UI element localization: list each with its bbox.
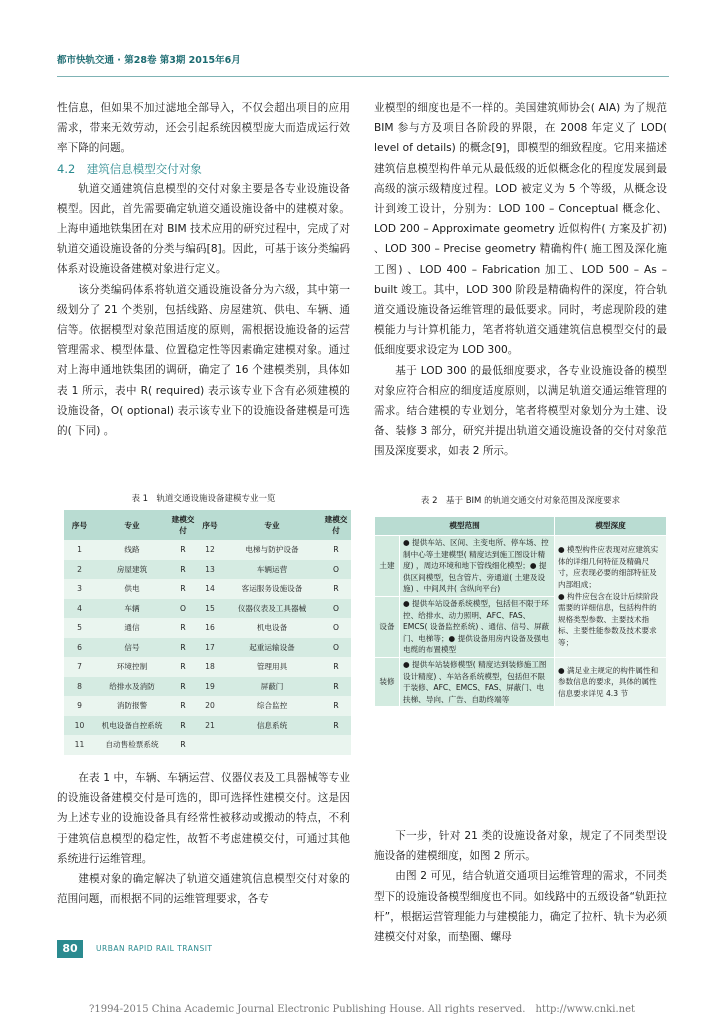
table-row xyxy=(64,696,351,716)
category-cell: 装修 xyxy=(375,657,400,706)
table-row xyxy=(375,657,667,706)
table-cell: 仪器仪表及工具器械 xyxy=(223,599,321,619)
table-cell: R xyxy=(169,677,197,697)
table-cell: R xyxy=(321,540,351,560)
table-cell: 消防报警 xyxy=(95,696,169,716)
table-cell xyxy=(321,735,351,755)
table-cell: 6 xyxy=(64,638,95,658)
table-cell: 客运服务设施设备 xyxy=(223,579,321,599)
paragraph: 轨道交通建筑信息模型的交付对象主要是各专业设施设备模型。因此，首先需要确定轨道交通设施设备中的建模对象。上海申通地铁集团在对 BIM 技术应用的研究过程中，完成了对轨道交通设施设备的分类与编码[8]。因此，可基于该分类编码体系对设施设备建模对象进行定义。 xyxy=(57,182,350,276)
paragraph: 该分类编码体系将轨道交通设施设备分为六级，其中第一级划分了 21 个类别，包括线路、房屋建筑、供电、车辆、通信等。依据模型对象范围适度的原则，需根据设施设备的运营管理需求、模型体量、位置稳定性等因素确定建模对象。通过对上海申通地铁集团的调研，确定了 16 个建模类别，具体如表 1 所示，表中 R( required) 表示该专业下含有必须建模的设施设备，O( optional) 表示该专业下的设施设备建模是可选的( 下同) 。 xyxy=(57,283,350,438)
table-row xyxy=(64,560,351,580)
table-cell: 综合监控 xyxy=(223,696,321,716)
depth-cell xyxy=(555,536,667,658)
table-header-cell: 模型深度 xyxy=(555,517,667,536)
table-row xyxy=(64,735,351,755)
table-cell: 7 xyxy=(64,657,95,677)
table-cell: 电梯与防护设备 xyxy=(223,540,321,560)
left-column-lower xyxy=(57,768,350,909)
table-cell: R xyxy=(321,716,351,736)
table-cell: 9 xyxy=(64,696,95,716)
table-row xyxy=(64,579,351,599)
right-column-lower xyxy=(374,826,667,947)
table-cell: 15 xyxy=(197,599,223,619)
table-cell: 5 xyxy=(64,618,95,638)
table-cell: 3 xyxy=(64,579,95,599)
table-row xyxy=(64,657,351,677)
table-cell: 信息系统 xyxy=(223,716,321,736)
paragraph: 性信息，但如果不加过滤地全部导入，不仅会超出项目的应用需求，带来无效劳动，还会引起系统因模型庞大而造成运行效率下降的问题。 xyxy=(57,102,350,155)
table-cell: 管理用具 xyxy=(223,657,321,677)
table1-body xyxy=(64,540,351,755)
table-header-cell: 建模交付 xyxy=(169,510,197,540)
table-row xyxy=(64,638,351,658)
table-cell: R xyxy=(169,696,197,716)
table-header-cell: 模型范围 xyxy=(375,517,555,536)
table-cell: 8 xyxy=(64,677,95,697)
table-cell: 1 xyxy=(64,540,95,560)
scope-cell: ● 提供车站设备系统模型，包括但不限于环控、给排水、动力照明、AFC、FAS、EMCS( 设备监控系统) 、通信、信号、屏蔽门、电梯等；● 提供设备用房内设备及强电电缆的布置模型 xyxy=(400,596,555,657)
table-cell: 给排水及消防 xyxy=(95,677,169,697)
left-column xyxy=(57,98,350,441)
table-cell: 自动售检票系统 xyxy=(95,735,169,755)
table-cell: R xyxy=(169,540,197,560)
table-cell: O xyxy=(321,618,351,638)
table-cell: 房屋建筑 xyxy=(95,560,169,580)
paragraph: 业模型的细度也是不一样的。美国建筑师协会( AIA) 为了规范 BIM 参与方及项目各阶段的界限，在 2008 年定义了 LOD( level of details) 的概念[9]，即模型的细致程度。它用来描述建筑信息模型构件单元从最低级的近似概念化的程度发展到最高级的演示级精度过程。LOD 被定义为 5 个等级，从概念设计到竣工设计，分别为：LOD 100 – Conceptual 概念化、LOD 200 – Approximate geometry 近似构件( 方案及扩初) 、LOD 300 – Precise geometry 精确构件( 施工图及深化施工图) 、LOD 400 – Fabrication 加工、LOD 500 – As – built 竣工。其中，LOD 300 阶段是精确构件的深度，符合轨道交通设施设备运维管理的最低要求。同时，考虑现阶段的建模能力与计算机能力，笔者将轨道交通建筑信息模型交付的最低细度要求设定为 LOD 300。 xyxy=(374,102,667,357)
paragraph: 建模对象的确定解决了轨道交通建筑信息模型交付对象的范围问题，而根据不同的运维管理要求，各专 xyxy=(57,873,350,906)
table-cell: 18 xyxy=(197,657,223,677)
table-cell: O xyxy=(321,599,351,619)
table-cell: R xyxy=(169,618,197,638)
table-header-cell: 序号 xyxy=(64,510,95,540)
header-rule xyxy=(57,76,669,77)
copyright-notice: ?1994-2015 China Academic Journal Electronic Publishing House. All rights reserved. http://www.cnki.net xyxy=(88,1004,635,1015)
table-cell: O xyxy=(321,560,351,580)
table-cell: 12 xyxy=(197,540,223,560)
table-cell: 通信 xyxy=(95,618,169,638)
table-cell xyxy=(197,735,223,755)
table-header-row xyxy=(375,517,667,536)
table-cell: R xyxy=(321,677,351,697)
table-cell: 19 xyxy=(197,677,223,697)
page-number: 80 xyxy=(57,940,83,958)
table-header-cell: 专业 xyxy=(95,510,169,540)
table-row xyxy=(64,540,351,560)
table1-caption: 表 1 轨道交通设施设备建模专业一览 xyxy=(131,494,276,504)
table-cell: 起重运输设备 xyxy=(223,638,321,658)
table-row xyxy=(64,599,351,619)
table-cell: R xyxy=(321,579,351,599)
table2-caption: 表 2 基于 BIM 的轨道交通交付对象范围及深度要求 xyxy=(420,496,621,506)
table-row xyxy=(64,618,351,638)
paragraph: 下一步，针对 21 类的设施设备对象，规定了不同类型设施设备的建模细度，如图 2 所示。 xyxy=(374,830,667,863)
table-cell: O xyxy=(169,599,197,619)
table-cell: 4 xyxy=(64,599,95,619)
table-header-cell: 序号 xyxy=(197,510,223,540)
table-cell: 20 xyxy=(197,696,223,716)
table-cell: R xyxy=(169,657,197,677)
running-header: 都市快轨交通 · 第28卷 第3期 2015年6月 xyxy=(57,55,241,66)
scope-cell: ● 提供车站、区间、主变电所、停车场、控制中心等土建模型( 精度达到施工图设计精度) ，周边环境和地下管线细化模型；● 提供区间模型，包含管片、旁通道( 土建及设施) 、中间风井( 含纵向平台) xyxy=(400,536,555,597)
table-cell: 17 xyxy=(197,638,223,658)
table-cell: 11 xyxy=(64,735,95,755)
table-cell: 车辆 xyxy=(95,599,169,619)
table-cell: 2 xyxy=(64,560,95,580)
table-cell: R xyxy=(321,657,351,677)
table-header-row xyxy=(64,510,351,540)
paragraph: 在表 1 中，车辆、车辆运营、仪器仪表及工具器械等专业的设施设备建模交付是可选的，即可选择性建模交付。这是因为上述专业的设施设备具有经常性被移动或搬动的特点，不利于建筑信息模型的稳定性，故暂不考虑建模交付，可通过其他系统进行运维管理。 xyxy=(57,772,350,865)
table-cell: 机电设备自控系统 xyxy=(95,716,169,736)
depth-cell: ● 满足业主规定的构件属性和参数信息的要求，具体的属性信息要求详见 4.3 节 xyxy=(555,657,667,706)
table-cell: R xyxy=(169,560,197,580)
table2 xyxy=(374,516,667,707)
table-cell: R xyxy=(321,696,351,716)
table-cell: 环境控制 xyxy=(95,657,169,677)
table-row xyxy=(64,677,351,697)
table-header-cell: 建模交付 xyxy=(321,510,351,540)
paragraph: 由图 2 可见，结合轨道交通项目运维管理的需求，不同类型下的设施设备模型细度也不同。如线路中的五级设备“轨距拉杆”，根据运营管理能力与建模能力，确定了拉杆、轨卡为必须建模交付对象，而垫圈、螺母 xyxy=(374,870,667,944)
table-cell: 车辆运营 xyxy=(223,560,321,580)
table-cell: R xyxy=(169,638,197,658)
table-cell: 21 xyxy=(197,716,223,736)
table-row xyxy=(375,536,667,597)
table-cell: 供电 xyxy=(95,579,169,599)
table-cell xyxy=(223,735,321,755)
table-cell: 机电设备 xyxy=(223,618,321,638)
table-row xyxy=(64,716,351,736)
table-cell: R xyxy=(169,735,197,755)
paragraph: 基于 LOD 300 的最低细度要求，各专业设施设备的模型对象应符合相应的细度适度原则，以满足轨道交通运维管理的需求。结合建模的专业划分，笔者将模型对象划分为土建、设备、装修 3 部分，研究并提出轨道交通设施设备的交付对象范围及深度要求，如表 2 所示。 xyxy=(374,364,667,458)
right-column xyxy=(374,98,667,462)
table-cell: 16 xyxy=(197,618,223,638)
depth-text: ● 模型构件应表现对应建筑实体的详细几何特征及精确尺寸，应表现必要的细部特征及内部组成； xyxy=(558,545,659,590)
scope-cell: ● 提供车站装修模型( 精度达到装修施工图设计精度) 、车站各系统模型，包括但不限于装修、AFC、EMCS、FAS、屏蔽门、电扶梯、导向、广告、自助终端等 xyxy=(400,657,555,706)
table-cell: 线路 xyxy=(95,540,169,560)
table-cell: 屏蔽门 xyxy=(223,677,321,697)
table-cell: R xyxy=(169,579,197,599)
table-cell: R xyxy=(169,716,197,736)
table-cell: O xyxy=(321,638,351,658)
table-cell: 10 xyxy=(64,716,95,736)
table1 xyxy=(64,510,351,755)
category-cell: 设备 xyxy=(375,596,400,657)
table-cell: 14 xyxy=(197,579,223,599)
journal-name: URBAN RAPID RAIL TRANSIT xyxy=(96,944,213,953)
depth-text: ● 构件应包含在设计后续阶段需要的详细信息，包括构件的规格类型参数、主要技术指标、主要性能参数及技术要求等； xyxy=(558,591,659,648)
table-header-cell: 专业 xyxy=(223,510,321,540)
table-cell: 13 xyxy=(197,560,223,580)
category-cell: 土建 xyxy=(375,536,400,597)
section-heading: 4.2 建筑信息模型交付对象 xyxy=(57,161,202,176)
table-cell: 信号 xyxy=(95,638,169,658)
